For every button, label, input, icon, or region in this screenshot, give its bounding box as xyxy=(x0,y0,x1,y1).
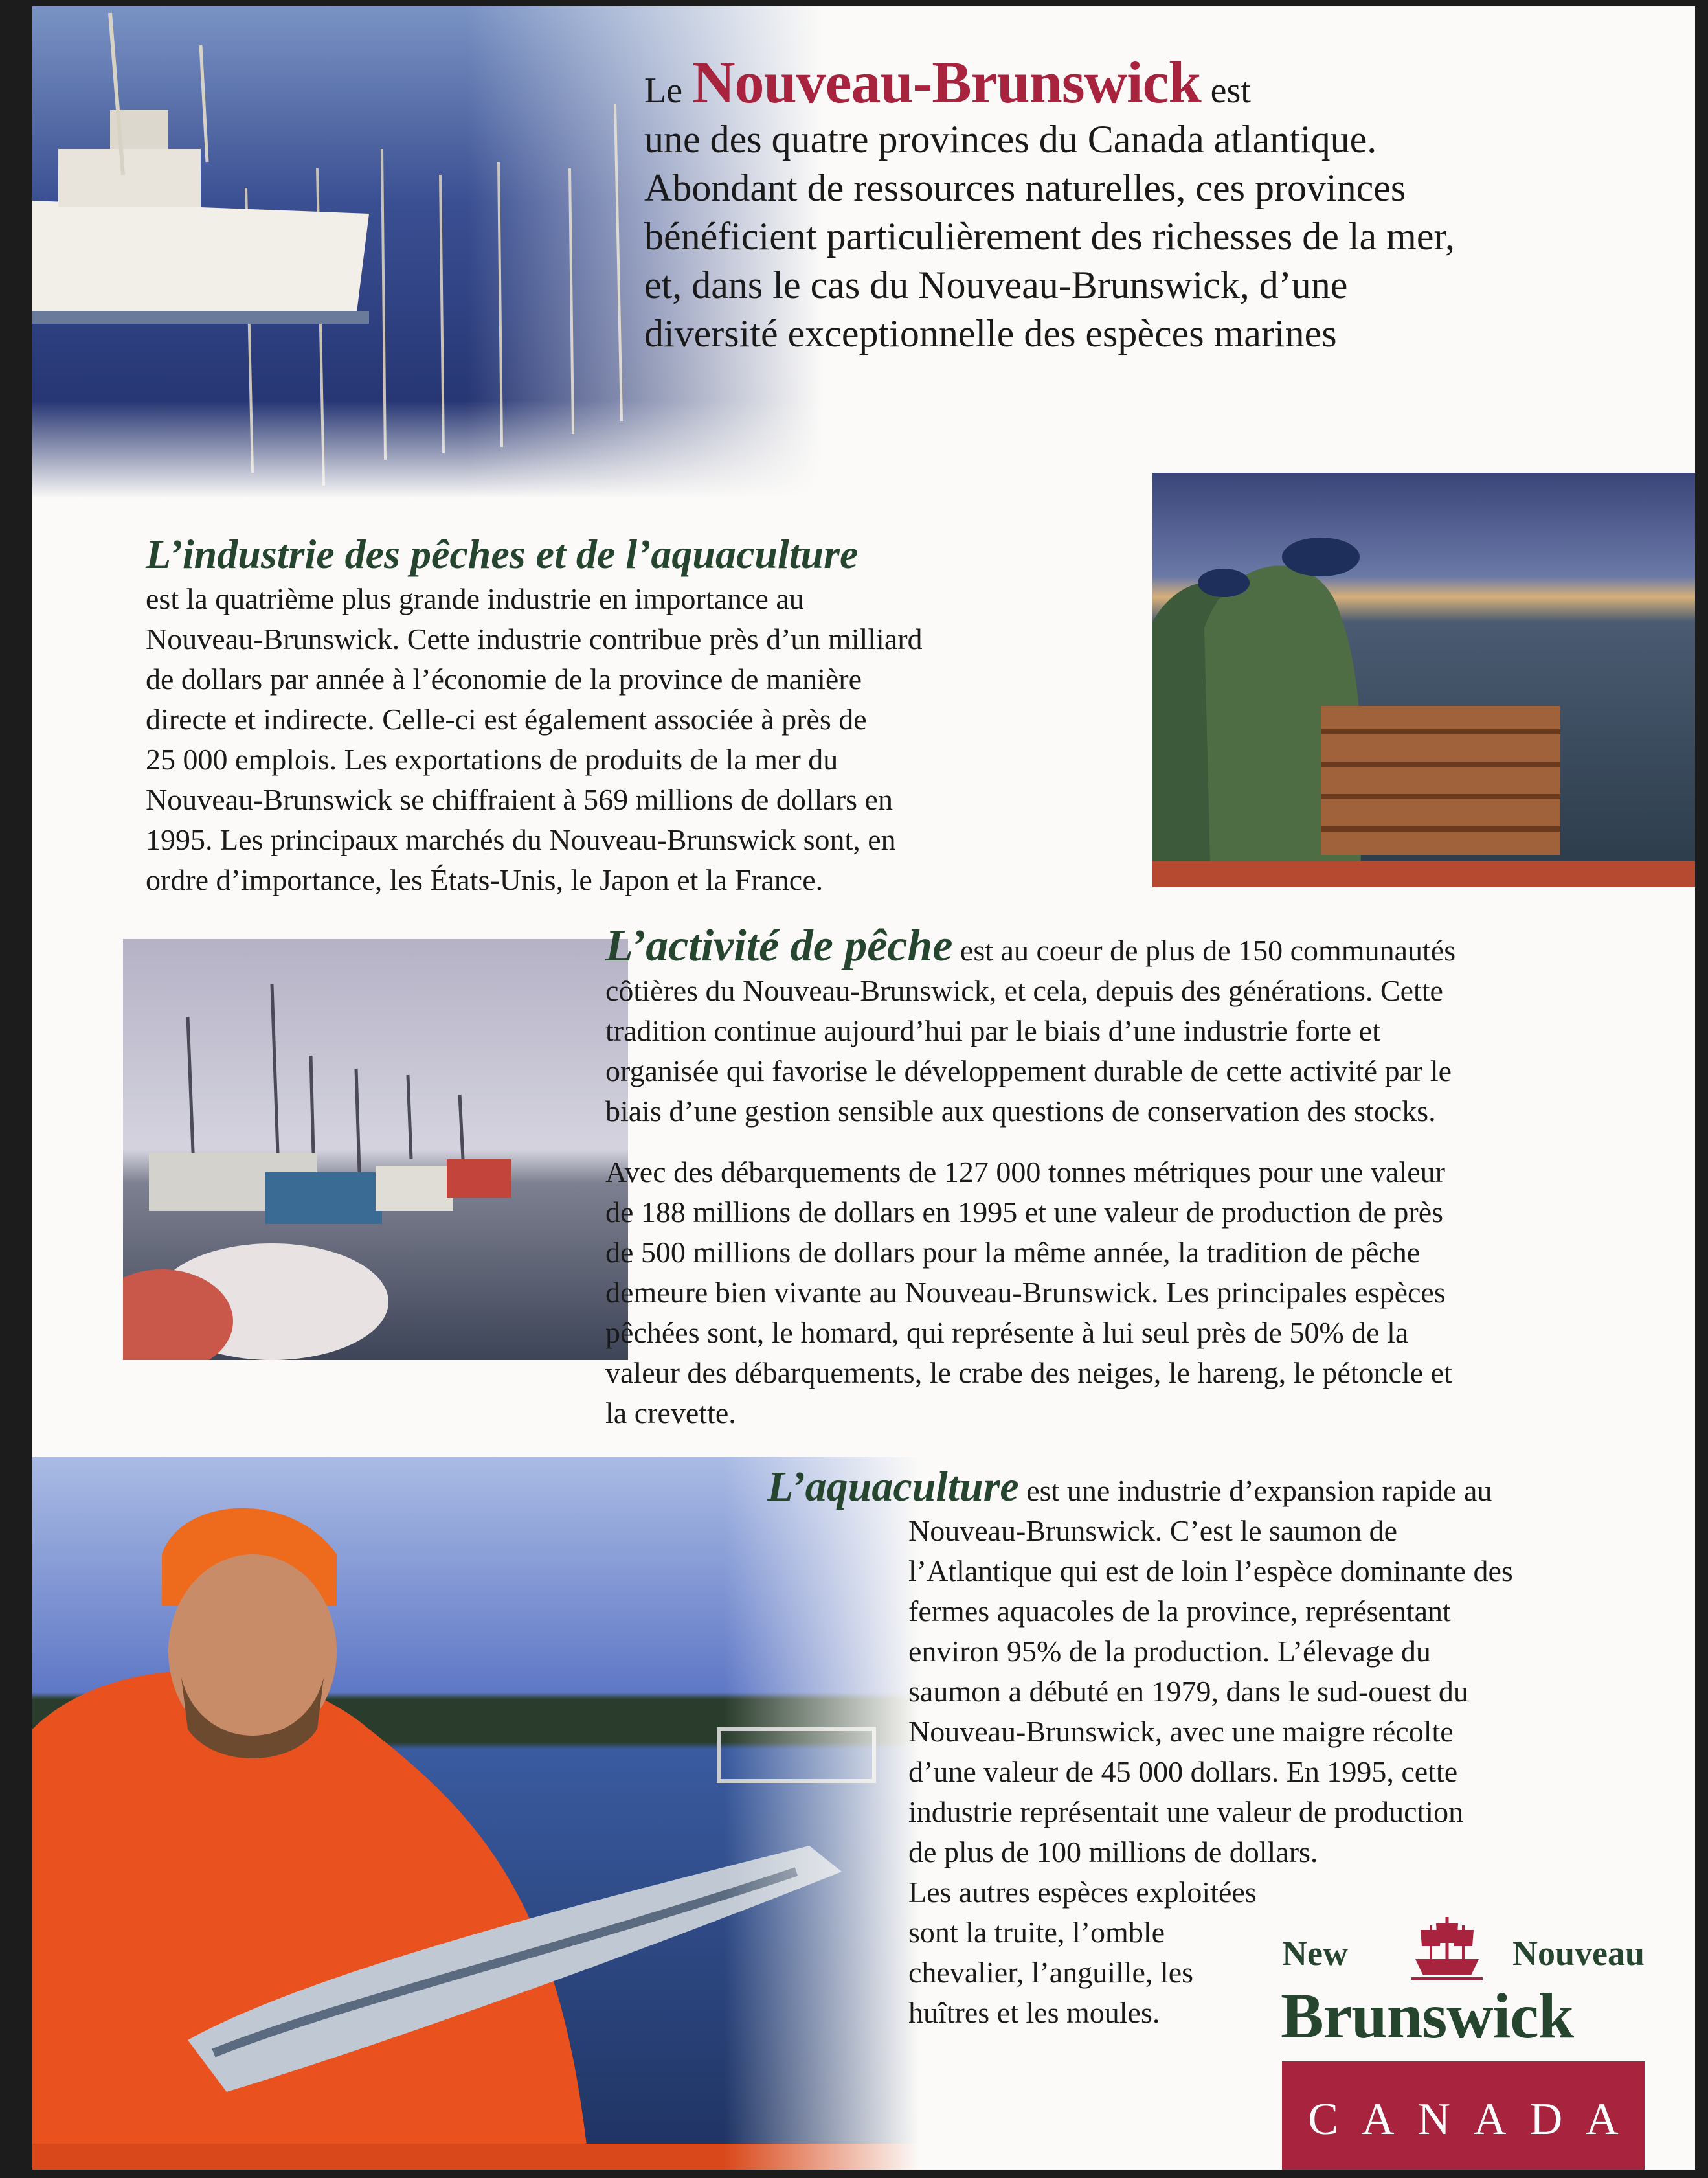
text-line: pêchées sont, le homard, qui représente à lui seul près de 50% de la xyxy=(605,1316,1409,1349)
text-line: Les autres espèces exploitées xyxy=(908,1876,1257,1909)
text-line: huîtres et les moules. xyxy=(908,1996,1160,2029)
text-line: est au coeur de plus de 150 communautés xyxy=(952,934,1456,967)
text-line: ordre d’importance, les États-Unis, le Japon et la France. xyxy=(146,863,824,896)
logo-new: New xyxy=(1282,1934,1348,1973)
text-line: sont la truite, l’omble xyxy=(908,1916,1165,1949)
text-line: de dollars par année à l’économie de la province de manière xyxy=(146,663,862,696)
intro-line: bénéficient particulièrement des richesses de la mer, xyxy=(644,215,1455,258)
intro-line: diversité exceptionnelle des espèces marines xyxy=(644,312,1337,355)
ship-icon xyxy=(1411,1914,1483,1982)
text-line: tradition continue aujourd’hui par le biais d’une industrie forte et xyxy=(605,1014,1380,1047)
text-line: de 188 millions de dollars en 1995 et une valeur de production de près xyxy=(605,1196,1444,1229)
section-industry-heading: L’industrie des pêches et de l’aquaculture xyxy=(146,531,859,577)
photo-harbour-boats xyxy=(123,939,628,1360)
section-fishing-body xyxy=(605,921,1674,1433)
text-line: l’Atlantique qui est de loin l’espèce dominante des xyxy=(908,1554,1513,1587)
section-fishing xyxy=(605,921,1674,1433)
text-line: de plus de 100 millions de dollars. xyxy=(908,1835,1318,1868)
intro-paragraph xyxy=(644,49,1654,358)
intro-est: est xyxy=(1210,71,1251,111)
section-fishing-paragraph-2 xyxy=(605,1152,1674,1433)
section-aquaculture-heading: L’aquaculture xyxy=(767,1463,1019,1510)
text-line: côtières du Nouveau-Brunswick, et cela, depuis des générations. Cette xyxy=(605,974,1443,1007)
logo-canada-band: CANADA xyxy=(1282,2061,1645,2170)
province-name-title: Nouveau-Brunswick xyxy=(692,49,1201,115)
text-line: Nouveau-Brunswick, avec une maigre récolte xyxy=(908,1715,1454,1748)
text-line: saumon a débuté en 1979, dans le sud-ouest du xyxy=(908,1675,1468,1708)
intro-title-line xyxy=(644,49,1654,115)
text-line: directe et indirecte. Celle-ci est également associée à près de xyxy=(146,703,867,736)
section-aquaculture-first-line xyxy=(767,1463,1674,1511)
section-fishing-first-line xyxy=(605,921,1674,971)
intro-line: une des quatre provinces du Canada atlantique. xyxy=(644,118,1377,161)
text-line: est la quatrième plus grande industrie en importance au xyxy=(146,582,804,615)
text-line: Nouveau-Brunswick. Cette industrie contribue près d’un milliard xyxy=(146,622,923,655)
text-line: Nouveau-Brunswick se chiffraient à 569 millions de dollars en xyxy=(146,783,893,816)
text-line: demeure bien vivante au Nouveau-Brunswick. Les principales espèces xyxy=(605,1276,1446,1309)
text-line: Avec des débarquements de 127 000 tonnes métriques pour une valeur xyxy=(605,1155,1445,1188)
text-line: 1995. Les principaux marchés du Nouveau-Brunswick sont, en xyxy=(146,823,896,856)
text-line: fermes aquacoles de la province, représentant xyxy=(908,1594,1451,1628)
section-industry-body xyxy=(146,579,1156,900)
text-line: est une industrie d’expansion rapide au xyxy=(1018,1474,1492,1507)
text-line: la crevette. xyxy=(605,1396,736,1429)
section-fishing-heading: L’activité de pêche xyxy=(605,921,953,971)
intro-line: Abondant de ressources naturelles, ces provinces xyxy=(644,166,1406,209)
text-line: biais d’une gestion sensible aux questions de conservation des stocks. xyxy=(605,1095,1436,1128)
section-industry xyxy=(146,530,1156,900)
text-line: chevalier, l’anguille, les xyxy=(908,1956,1194,1989)
logo-top-row xyxy=(1282,1927,1645,1979)
text-line: valeur des débarquements, le crabe des neiges, le hareng, le pétoncle et xyxy=(605,1356,1452,1389)
text-line: 25 000 emplois. Les exportations de produits de la mer du xyxy=(146,743,838,776)
text-line: Nouveau-Brunswick. C’est le saumon de xyxy=(908,1514,1398,1547)
intro-line: et, dans le cas du Nouveau-Brunswick, d’une xyxy=(644,264,1348,306)
logo-nouveau: Nouveau xyxy=(1512,1934,1645,1973)
text-line: d’une valeur de 45 000 dollars. En 1995, cette xyxy=(908,1755,1458,1788)
text-line: organisée qui favorise le développement durable de cette activité par le xyxy=(605,1054,1452,1087)
brochure-page xyxy=(32,6,1695,2170)
logo-brunswick: Brunswick xyxy=(1281,1980,1574,2052)
text-line: environ 95% de la production. L’élevage du xyxy=(908,1635,1431,1668)
text-line: de 500 millions de dollars pour la même année, la tradition de pêche xyxy=(605,1236,1421,1269)
new-brunswick-logo xyxy=(1282,1907,1670,2170)
photo-fishermen-traps xyxy=(1152,473,1695,887)
intro-le: Le xyxy=(644,71,683,111)
text-line: industrie représentait une valeur de production xyxy=(908,1795,1464,1828)
